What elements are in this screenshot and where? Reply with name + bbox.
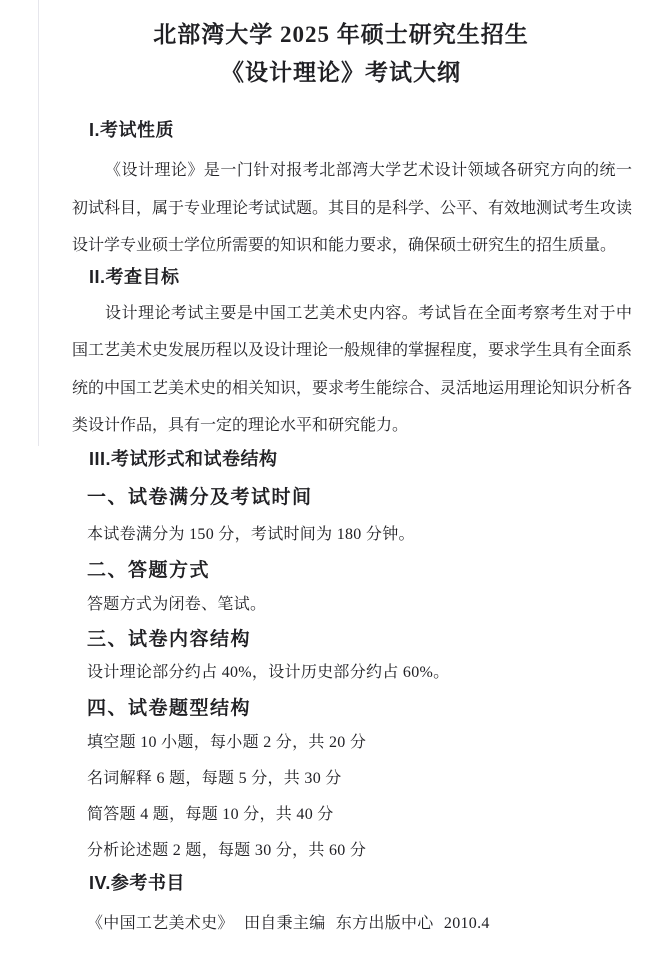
subheading-question-type-structure: 四、试卷题型结构 xyxy=(87,697,252,719)
question-type-item: 简答题 4 题，每题 10 分，共 40 分 xyxy=(87,805,334,823)
document-title-line2: 《设计理论》考试大纲 xyxy=(221,60,461,85)
paragraph-assessment-goal: 设计理论考试主要是中国工艺美术史内容。考试旨在全面考察考生对于中国工艺美术史发展历程以及设计理论一般规律的掌握程度，要求学生具有全面系统的中国工艺美术史的相关知识，要求考生能综合、灵活地运用理论知识分析各类设计作品，具有一定的理论水平和研究能力。 xyxy=(72,304,633,434)
section-heading-reference-books: IV.参考书目 xyxy=(89,872,185,893)
text-full-score-and-time: 本试卷满分为 150 分，考试时间为 180 分钟。 xyxy=(87,525,415,543)
document-title-line1: 北部湾大学 2025 年硕士研究生招生 xyxy=(153,22,529,47)
subheading-full-score-and-time: 一、试卷满分及考试时间 xyxy=(87,486,313,508)
reference-book-entry: 《中国工艺美术史》 田自秉主编 东方出版中心 2010.4 xyxy=(87,914,490,932)
question-type-item: 填空题 10 小题，每小题 2 分，共 20 分 xyxy=(87,733,367,751)
paragraph-exam-nature: 《设计理论》是一门针对报考北部湾大学艺术设计领域各研究方向的统一初试科目，属于专业理论考试试题。其目的是科学、公平、有效地测试考生攻读设计学专业硕士学位所需要的知识和能力要求，确保硕士研究生的招生质量。 xyxy=(72,162,633,254)
section-heading-assessment-goal: II.考查目标 xyxy=(89,266,180,287)
subheading-content-structure: 三、试卷内容结构 xyxy=(87,628,252,650)
section-heading-exam-format: III.考试形式和试卷结构 xyxy=(89,448,278,469)
question-type-item: 名词解释 6 题，每题 5 分，共 30 分 xyxy=(87,769,342,787)
subheading-answer-method: 二、答题方式 xyxy=(87,559,211,581)
question-type-item: 分析论述题 2 题，每题 30 分，共 60 分 xyxy=(87,841,367,859)
text-content-structure: 设计理论部分约占 40%，设计历史部分约占 60%。 xyxy=(87,663,450,681)
text-answer-method: 答题方式为闭卷、笔试。 xyxy=(87,595,267,613)
section-heading-exam-nature: I.考试性质 xyxy=(89,120,175,140)
